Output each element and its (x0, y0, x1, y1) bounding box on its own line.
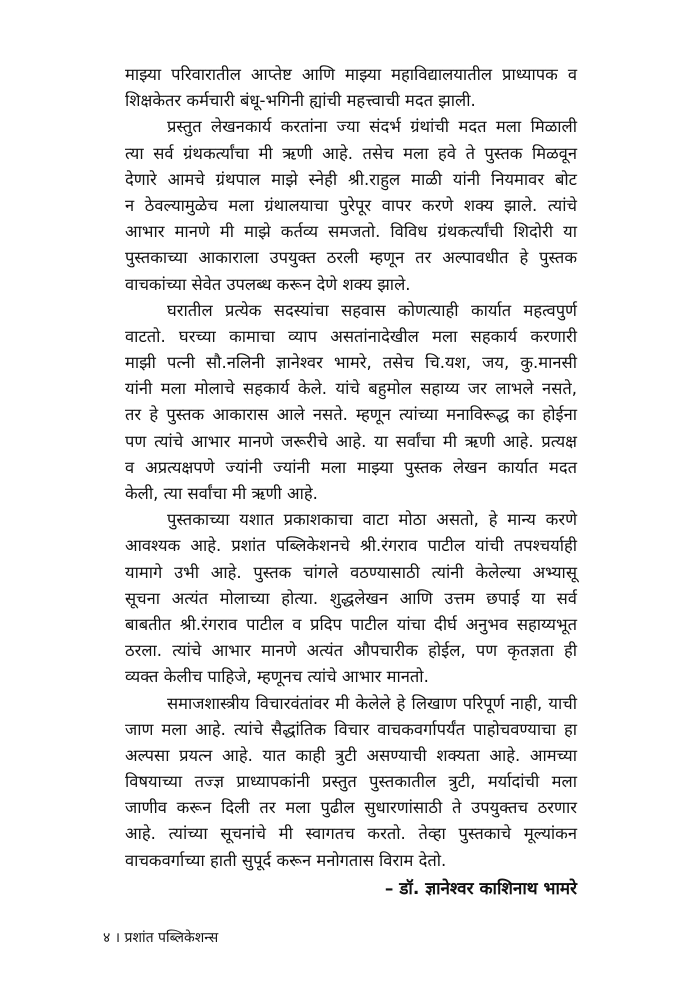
text-line: प्रस्तुत लेखनकार्य करतांना ज्या संदर्भ ग्रंथांची मदत मला मिळाली (167, 117, 577, 137)
text-line: वाचकांच्या सेवेत उपलब्ध करून देणे शक्य झाले. (125, 274, 411, 294)
paragraph (125, 507, 577, 690)
body-text (125, 62, 577, 874)
text-line: जाणीव करून दिली तर मला पुढील सुधारणांसाठी ते उपयुक्तच ठरणार (125, 798, 577, 818)
text-line: जाण मला आहे. त्यांचे सैद्धांतिक विचार वाचकवर्गापर्यंत पाहोचवण्याचा हा (125, 719, 577, 739)
text-line: पुस्तकाच्या यशात प्रकाशकाचा वाटा मोठा असतो, हे मान्य करणे (167, 510, 577, 530)
text-line: आहे. त्यांच्या सूचनांचे मी स्वागतच करतो. तेव्हा पुस्तकाचे मूल्यांकन (125, 824, 577, 844)
text-line: यामागे उभी आहे. पुस्तक चांगले वठण्यासाठी त्यांनी केलेल्या अभ्यासू (125, 562, 577, 582)
text-line: सूचना अत्यंत मोलाच्या होत्या. शुद्धलेखन आणि उत्तम छपाई या सर्व (125, 588, 577, 608)
text-line: त्या सर्व ग्रंथकर्त्यांचा मी ऋणी आहे. तसेच मला हवे ते पुस्तक मिळवून (125, 143, 577, 163)
text-line: वाटतो. घरच्या कामाचा व्याप असतांनादेखील मला सहकार्य करणारी (125, 326, 577, 346)
text-line: समाजशास्त्रीय विचारवंतांवर मी केलेले हे लिखाण परिपूर्ण नाही, याची (167, 693, 577, 713)
paragraph (125, 298, 577, 508)
paragraph (125, 114, 577, 297)
text-line: न ठेवल्यामुळेच मला ग्रंथालयाचा पुरेपूर वापर करणे शक्य झाले. त्यांचे (125, 195, 577, 215)
text-line: बाबतीत श्री.रंगराव पाटील व प्रदिप पाटील यांचा दीर्घ अनुभव सहाय्यभूत (125, 614, 577, 634)
text-line: वाचकवर्गाच्या हाती सुपूर्द करून मनोगतास विराम देतो. (125, 850, 447, 870)
paragraph (125, 62, 577, 114)
text-line: आभार मानणे मी माझे कर्तव्य समजतो. विविध ग्रंथकर्त्यांची शिदोरी या (125, 222, 577, 242)
text-line: ठरला. त्यांचे आभार मानणे अत्यंत औपचारीक होईल, पण कृतज्ञता ही (125, 641, 577, 661)
text-line: घरातील प्रत्येक सदस्यांचा सहवास कोणत्याही कार्यात महत्वपुर्ण (167, 300, 577, 320)
text-line: अल्पसा प्रयत्न आहे. यात काही त्रुटी असण्याची शक्यता आहे. आमच्या (125, 745, 577, 765)
text-line: माझ्या परिवारातील आप्तेष्ट आणि माझ्या महाविद्यालयातील प्राध्यापक व (125, 65, 577, 84)
paragraph (125, 691, 577, 874)
text-line: माझी पत्नी सौ.नलिनी ज्ञानेश्वर भामरे, तसेच चि.यश, जय, कु.मानसी (125, 353, 577, 373)
text-line: व अप्रत्यक्षपणे ज्यांनी ज्यांनी मला माझ्या पुस्तक लेखन कार्यात मदत (125, 457, 577, 477)
page-footer: ४ । प्रशांत पब्लिकेशन्स (103, 930, 219, 946)
text-line: यांनी मला मोलाचे सहकार्य केले. यांचे बहुमोल सहाय्य जर लाभले नसते, (125, 379, 577, 399)
text-line: केली, त्या सर्वांचा मी ऋणी आहे. (125, 484, 318, 503)
text-line: शिक्षकेतर कर्मचारी बंधू-भगिनी ह्यांची महत्त्वाची मदत झाली. (125, 91, 476, 111)
text-line: देणारे आमचे ग्रंथपाल माझे स्नेही श्री.राहुल माळी यांनी नियमावर बोट (125, 169, 577, 189)
text-line: तर हे पुस्तक आकारास आले नसते. म्हणून त्यांच्या मनाविरूद्ध का होईना (125, 405, 577, 425)
author-signature: – डॉ. ज्ञानेश्वर काशिनाथ भामरे (384, 879, 577, 899)
text-line: व्यक्त केलीच पाहिजे, म्हणूनच त्यांचे आभार मानतो. (125, 667, 429, 687)
text-line: विषयाच्या तज्ज्ञ प्राध्यापकांनी प्रस्तुत पुस्तकातील त्रुटी, मर्यादांची मला (125, 772, 577, 792)
text-line: पण त्यांचे आभार मानणे जरूरीचे आहे. या सर्वांचा मी ऋणी आहे. प्रत्यक्ष (125, 431, 577, 451)
text-line: पुस्तकाच्या आकाराला उपयुक्त ठरली म्हणून तर अल्पावधीत हे पुस्तक (125, 248, 577, 268)
text-line: आवश्यक आहे. प्रशांत पब्लिकेशनचे श्री.रंगराव पाटील यांची तपश्चर्याही (125, 536, 577, 556)
